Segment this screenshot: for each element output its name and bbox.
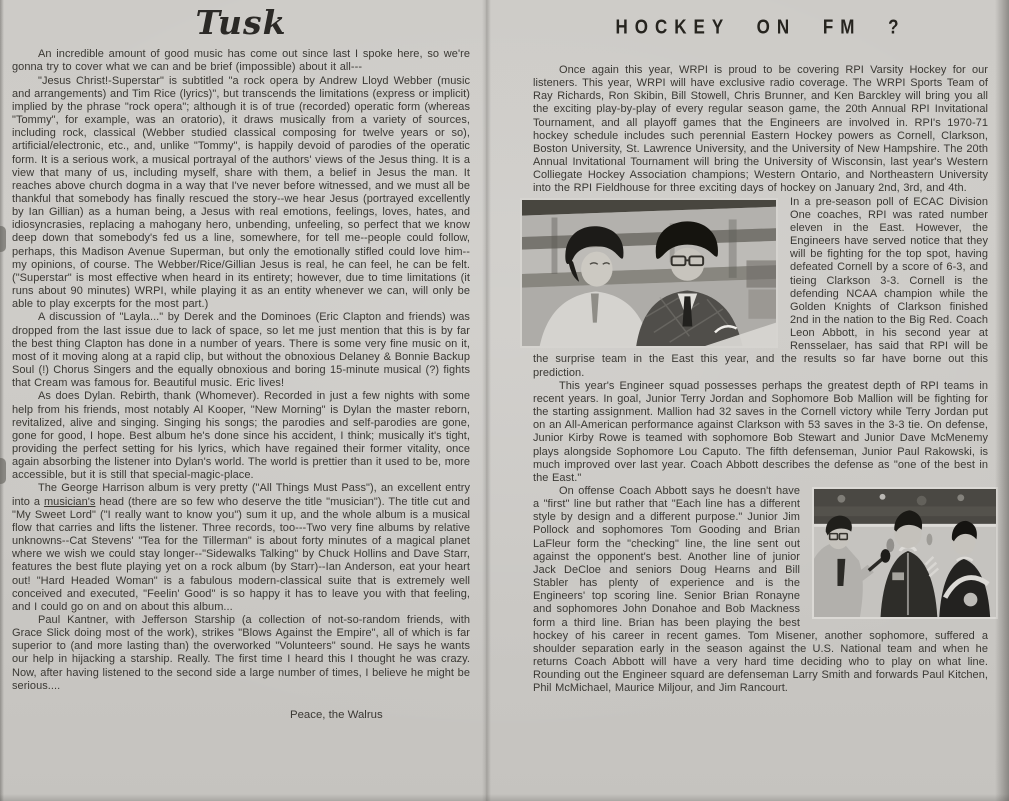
right-scan-edge [995,0,1009,801]
binding-mark [0,458,6,484]
interview-photo [812,487,998,619]
left-page-title: Tusk [195,3,287,42]
paragraph: In a pre-season poll of ECAC Division One coaches, RPI was rated number eleven in the East. However, the Engineers have served notice that they will be fighting for the top spot, having defeated Cornell by a score of 6-3, and tieing Clarkson 3-3. Cornell is the defending NCAA champion while the Golden Knights of Clarkson finished 2nd in the nation to the Big Red. Coach Leon Abbott, in his second year at Rensselaer, has said that RPI will be the surprise team in the East this year, and the results so far have borne out this prediction. [533,195,988,379]
paragraph [12,482,470,614]
interview-photo-image [814,489,996,617]
paragraph: This year's Engineer squad possesses perhaps the greatest depth of RPI teams in recent years. In goal, Junior Terry Jordan and Sophomore Bob Mallion will be fighting for the starting assignment. Mallion had 32 saves in the Cornell victory while Terry Jordan put on an All-American performance against Clarkson with 53 saves in the 3-3 tie. On defense, Junior Kirby Rowe is teamed with sophomore Bob Stewart and Junior Dave McMenemy plays alongside Sophomore Lou Caputo. The fifth defenseman, Junior Paul Rakowski, is much improved over last year. Coach Abbott describes the defense as "one of the best in the East." [533,379,988,484]
signoff: Peace, the Walrus [290,708,383,721]
paragraph-text: The George Harrison album is very pretty ("All Things Must Pass"), an excellent entry into a [12,482,470,508]
paragraph: A discussion of "Layla..." by Derek and the Dominoes (Eric Clapton and friends) was dropped from the last issue due to lack of space, so let me just mention that this is by far the best thing Clapton has done in a number of years. There is some very fine music on it, most of it moving along at a rapid clip, but without the obnoxious Delaney & Bonnie Backup Soul (!) Chorus Singers and the equally obnoxious and boring 15-minute musical (?) fights that Cream was famous for. Beautiful music. Eric lives! [12,311,470,390]
left-page [12,0,470,721]
paragraph: Once again this year, WRPI is proud to be covering RPI Varsity Hockey for our listeners. This year, WRPI will have exclusive radio coverage. The WRPI Sports Team of Ray Richards, Ron Skibin, Bill Stowell, Chris Brunner, and Ken Barckley will bring you all the exciting play-by-play of every regular season game, the 20th Annual RPI Invitational Tournament, and all playoff games that the Engineers are involved in. RPI's 1970-71 hockey schedule includes such perennial Eastern Hockey powers as Cornell, Clarkson, Boston University, St. Lawrence University, and the University of New Hampshire. The 20th Annual Invitational Tournament will bring the University of Wisconsin, last year's Western Colliegate Hockey Association champions; Western Ontario, and Northeastern University into the RPI Fieldhouse for three exciting days of hockey on January 2nd, 3rd, and 4th. [533,64,988,195]
left-scan-edge [0,0,4,801]
page-fold [482,0,491,801]
paragraph-text: head (there are so few who deserve the title "musician"). The title cut and "My Sweet Lord" ("I really want to know you") sum it up, and the whole album is a musical flow that carries and lifts the listener. Three records, too---Two very fine albums by relative unknowns--Cat Stevens' "Tea for the Tillerman" is about forty minutes of a magical planet where we wish we could stay longer--"Sidewalks Talking" by Chuck Hollins and Dave Starr, features the best flute playing yet on a rock album (by Starr)--Ian Anderson, eat your heart out! "Hard Headed Woman" is a fabulous modern-classical suite that is extremely well conceived and executed, "Feelin' Good" is so happy it has to leave you with that feeling, and I could go on and on about this album... [12,495,470,613]
paragraph: On offense Coach Abbott says he doesn't have a "first" line but rather that "Each line has a different style by design and a different purpose." Junior Jim Pollock and sophomores Tom Gooding and Brian LaFleur form the "checking" line, the line sent out against the opponent's best. Another line of junior Jack DeCloe and seniors Doug Hearns and Bill Stabler has plenty of experience and is the Engineers' top scoring line. Senior Brian Ronayne and sophomores John Donahoe and Bob Mackness form a third line. Brian has been playing the best hockey of his career in recent games. Tom Misener, another sophomore, suffered a shoulder separation early in the season against the U.S. National team and when he returns Coach Abbott will have a very hard time deciding who to play on what line. Rounding out the Engineer squard are defenseman Larry Smith and forwards Paul Kitchen, Phil McMichael, Maurice Miljour, and Jim Rancourt. [533,485,988,695]
binding-mark [0,226,6,252]
bottom-scan-edge [0,794,1009,801]
paragraph: An incredible amount of good music has come out since last I spoke here, so we're gonna try to cover what we can and be brief (impossible) about it all--- [12,48,470,74]
right-page-title: HOCKEY ON FM ? [615,16,906,39]
paragraph: Paul Kantner, with Jefferson Starship (a collection of not-so-random friends, with Grace Slick doing most of the work), strikes "Blows Against the Empire", all of which is far superior to (and more lasting than) the overworked "Volunteers" sound. He says he wants our help in hijacking a starship. Really. The first time I heard this I thought he was crazy. Now, after having listened to the second side a large number of times, I believe he might be serious.... [12,614,470,692]
right-page [533,0,988,696]
broadcasters-photo [520,198,778,348]
paragraph: As does Dylan. Rebirth, thank (Whomever). Recorded in just a few nights with some help from his friends, most notably Al Kooper, "New Morning" is Dylan the master reborn, revitalized, alive and singing. Singing his songs; the parodies and self-parodies are gone, gone for good, I hope. Best album he's done since his accident, I think; musically it's tight, providing the perfect setting for his lyrics, which have regained their former vitality, once again absorbing the listener into Dylan's world. The world is prettier than it used to be, more accessible, but it is still that special-magic-place. [12,390,470,482]
underlined-word: musician's [43,495,96,508]
broadcasters-photo-image [522,200,776,346]
paragraph: "Jesus Christ!-Superstar" is subtitled "a rock opera by Andrew Lloyd Webber (music and arrangements) and Tim Rice (lyrics)", but transcends the limitations (express or implicit) implied by the phrase "rock opera"; although it is of true (recorded) operatic form (whereas "Tommy", for example, was an oratorio), it draws musically from a variety of sources, including rock, classical (Webber studied classical composing for twelve years or so), artificial/electronic, etc., and, unlike "Tommy", is happily devoid of parodies of the operatic form. It is a serious work, a musical portrayal of the authors' views of the Jesus thing. It is a view that many of us, including myself, share with them, a belief in Jesus the man. It reaches above church dogma in a way that I've never before witnessed, and we must all be thankful that somebody has finally rescued the story--we hear Jesus (portrayed excellently by Ian Gillian) as a human being, a Jesus with real emotions, feelings, loves, hates, and idiosyncrasies, replacing a mahogany hero, unbending, unfeeling, so perfect that we know deep down that somebody's fed us a line, somewhere, for tell me--people could follow, perhaps, this Madison Avenue Superman, but only the emotionally stifled could love him--my opinions, of course. The Webber/Rice/Gillian Jesus is real, he can feel, he can be felt. ("Superstar" is most effective when heard in its entirety; however, due to time limitations (it runs about 90 minutes) WRPI, while playing it as an entity whenever we can, will only be able to play excerpts for the most part.) [12,74,470,311]
